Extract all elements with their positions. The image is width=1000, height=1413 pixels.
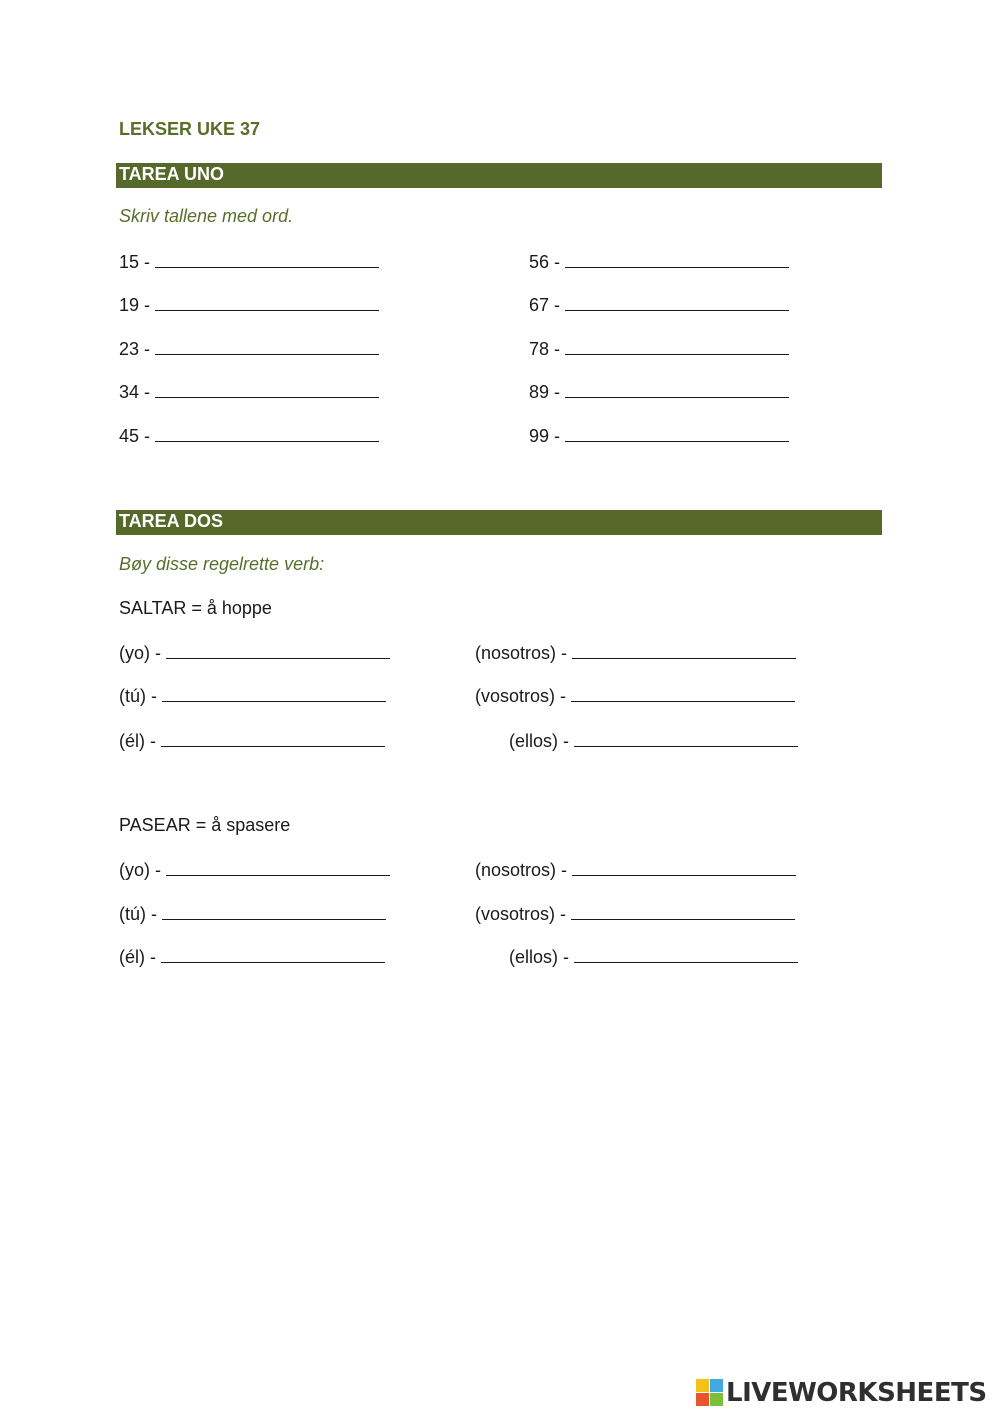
pronoun-label: (yo) - [119,860,161,880]
answer-blank[interactable] [155,424,379,442]
answer-blank[interactable] [572,858,796,876]
page-title: LEKSER UKE 37 [119,119,261,139]
conjugation-row [119,945,385,968]
pronoun-label: (nosotros) - [475,643,568,663]
pronoun-label: (nosotros) - [475,860,568,880]
logo-tile [710,1379,723,1392]
number-row [529,250,789,273]
answer-blank[interactable] [574,729,798,747]
pronoun-label: (ellos) - [509,731,570,751]
answer-blank[interactable] [166,641,390,659]
section-header-tarea-dos [116,510,882,535]
conjugation-row [509,945,798,968]
number-label: 45 - [119,426,151,446]
pronoun-label: (vosotros) - [475,904,567,924]
conjugation-row [509,729,798,752]
liveworksheets-logo [696,1377,992,1409]
number-label: 89 - [529,382,561,402]
answer-blank[interactable] [162,684,386,702]
answer-blank[interactable] [572,641,796,659]
answer-blank[interactable] [155,337,379,355]
answer-blank[interactable] [161,729,385,747]
conjugation-row [119,902,386,925]
answer-blank[interactable] [565,250,789,268]
pronoun-label: (tú) - [119,686,157,706]
section-instruction: Bøy disse regelrette verb: [119,554,325,574]
answer-blank[interactable] [565,293,789,311]
conjugation-row [119,858,390,881]
number-row [529,337,789,360]
number-label: 99 - [529,426,561,446]
pronoun-label: (él) - [119,947,156,967]
number-row [119,424,379,447]
number-label: 78 - [529,339,561,359]
number-row [119,293,379,316]
number-label: 19 - [119,295,151,315]
pronoun-label: (él) - [119,731,156,751]
answer-blank[interactable] [155,380,379,398]
number-row [119,250,379,273]
logo-tile [710,1393,723,1406]
number-row [529,380,789,403]
number-label: 56 - [529,252,561,272]
answer-blank[interactable] [565,337,789,355]
section-header-label: TAREA DOS [119,511,224,531]
answer-blank[interactable] [571,902,795,920]
answer-blank[interactable] [155,250,379,268]
section-header-tarea-uno [116,163,882,188]
number-label: 34 - [119,382,151,402]
section-instruction: Skriv tallene med ord. [119,206,294,226]
logo-tile [696,1393,709,1406]
verb-heading-pasear: PASEAR = å spasere [119,815,291,835]
logo-text: LIVEWORKSHEETS [726,1378,987,1408]
number-row [529,293,789,316]
number-label: 23 - [119,339,151,359]
conjugation-row [119,641,390,664]
number-row [119,380,379,403]
answer-blank[interactable] [155,293,379,311]
answer-blank[interactable] [565,380,789,398]
answer-blank[interactable] [161,945,385,963]
conjugation-row [475,858,796,881]
answer-blank[interactable] [565,424,789,442]
pronoun-label: (tú) - [119,904,157,924]
pronoun-label: (vosotros) - [475,686,567,706]
answer-blank[interactable] [571,684,795,702]
conjugation-row [119,684,386,707]
number-label: 67 - [529,295,561,315]
pronoun-label: (ellos) - [509,947,570,967]
answer-blank[interactable] [166,858,390,876]
verb-heading-saltar: SALTAR = å hoppe [119,598,272,618]
section-header-label: TAREA UNO [119,164,224,184]
answer-blank[interactable] [574,945,798,963]
conjugation-row [119,729,385,752]
number-row [119,337,379,360]
number-label: 15 - [119,252,151,272]
pronoun-label: (yo) - [119,643,161,663]
conjugation-row [475,902,795,925]
answer-blank[interactable] [162,902,386,920]
logo-tile [696,1379,709,1392]
conjugation-row [475,641,796,664]
number-row [529,424,789,447]
conjugation-row [475,684,795,707]
